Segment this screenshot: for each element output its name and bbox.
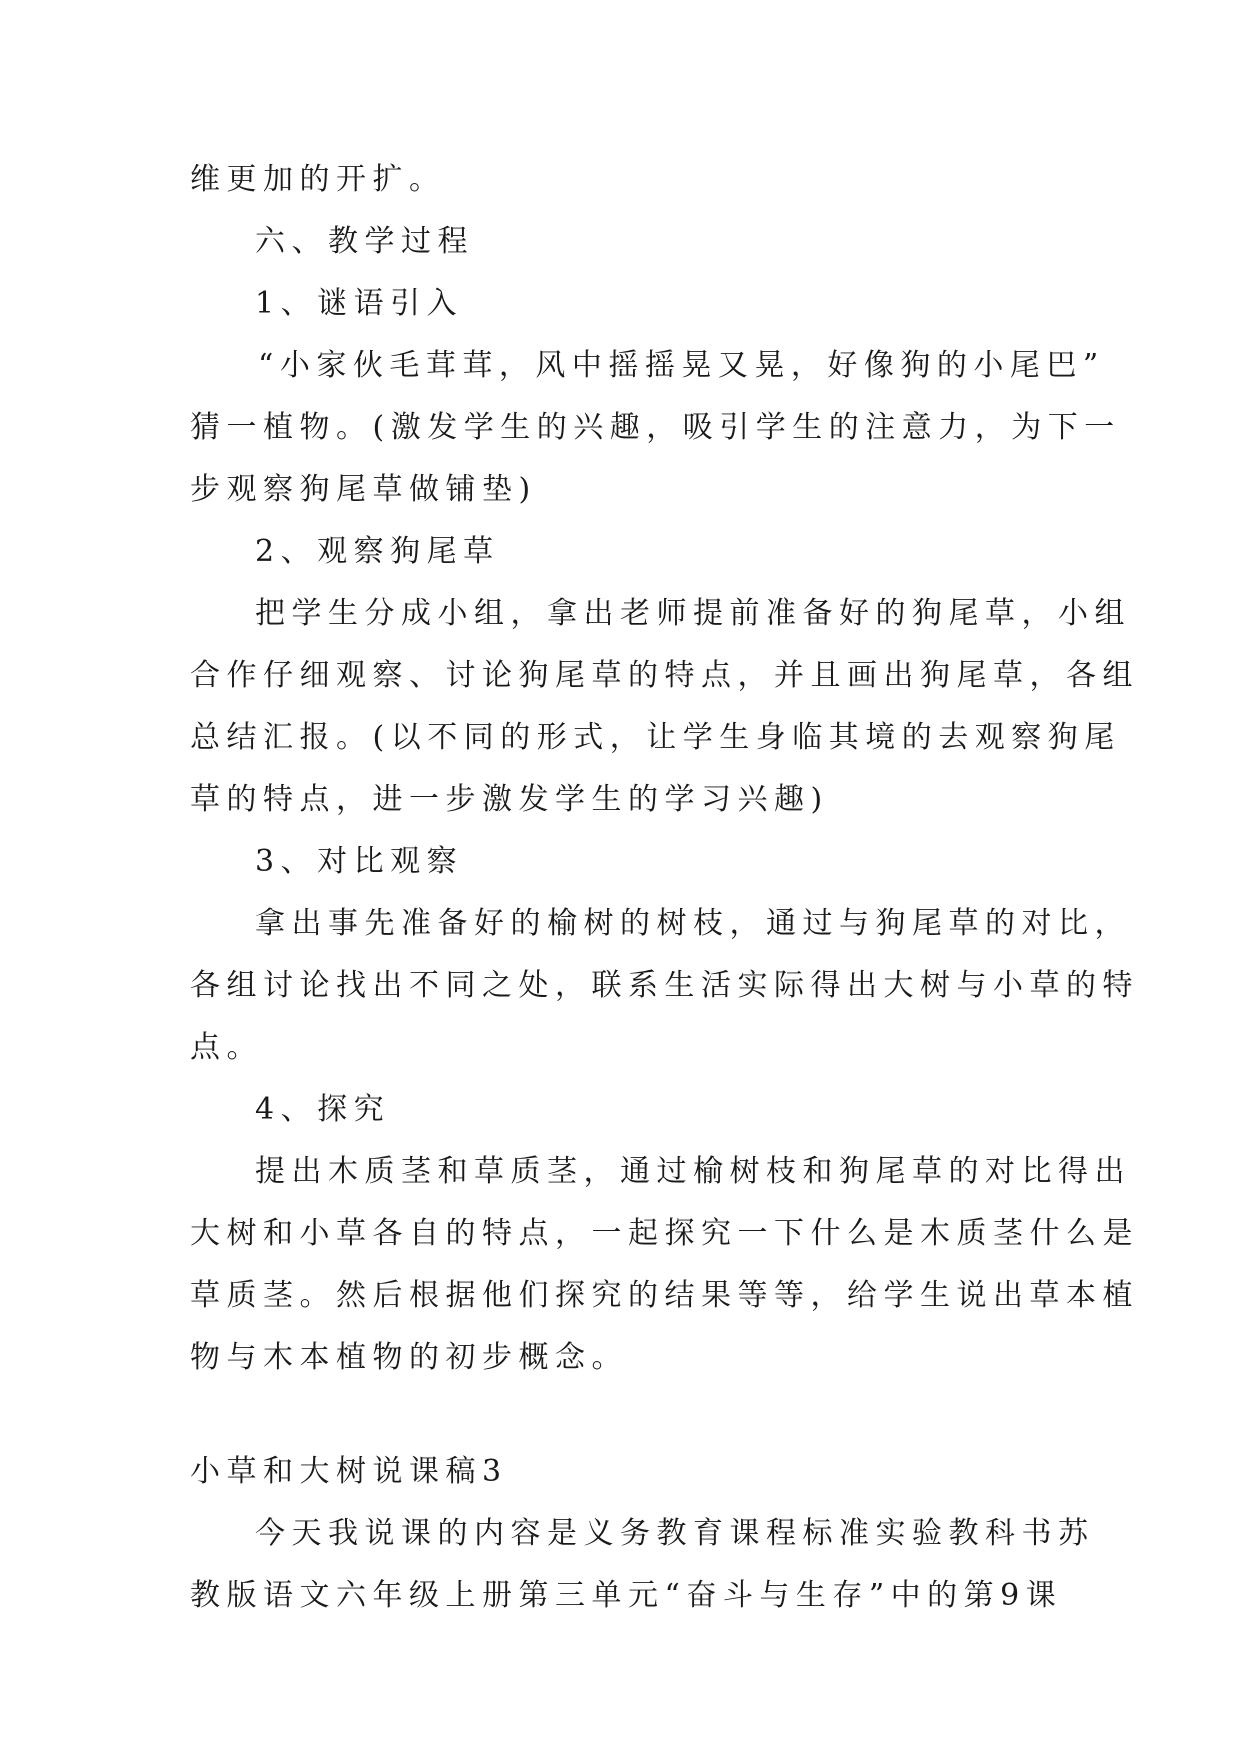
paragraph-line: 提出木质茎和草质茎，通过榆树枝和狗尾草的对比得出 xyxy=(255,1154,1131,1189)
subsection-heading: 4、探究 xyxy=(255,1092,391,1127)
paragraph-line: 教版语文六年级上册第三单元“奋斗与生存”中的第9课 xyxy=(190,1578,1063,1613)
paragraph-line: 草质茎。然后根据他们探究的结果等等，给学生说出草本植 xyxy=(190,1278,1139,1313)
paragraph-line: “小家伙毛茸茸，风中摇摇晃又晃，好像狗的小尾巴” xyxy=(258,348,1105,383)
paragraph-line: 合作仔细观察、讨论狗尾草的特点，并且画出狗尾草，各组 xyxy=(190,658,1139,693)
paragraph-line: 物与木本植物的初步概念。 xyxy=(190,1340,628,1375)
paragraph-line: 猜一植物。(激发学生的兴趣，吸引学生的注意力，为下一 xyxy=(190,410,1121,445)
paragraph-line: 各组讨论找出不同之处，联系生活实际得出大树与小草的特 xyxy=(190,968,1139,1003)
subsection-heading: 1、谜语引入 xyxy=(255,286,464,321)
paragraph-line: 步观察狗尾草做铺垫) xyxy=(190,472,537,507)
subsection-heading: 2、观察狗尾草 xyxy=(255,534,500,569)
paragraph-line: 草的特点，进一步激发学生的学习兴趣) xyxy=(190,782,829,817)
paragraph-line: 点。 xyxy=(190,1030,263,1065)
paragraph-line: 今天我说课的内容是义务教育课程标准实验教科书苏 xyxy=(255,1516,1095,1551)
document-title: 小草和大树说课稿3 xyxy=(190,1454,508,1489)
paragraph-line: 拿出事先准备好的榆树的树枝，通过与狗尾草的对比， xyxy=(255,906,1131,941)
section-heading: 六、教学过程 xyxy=(255,224,474,259)
subsection-heading: 3、对比观察 xyxy=(255,844,464,879)
paragraph-line: 维更加的开扩。 xyxy=(190,162,446,197)
paragraph-line: 大树和小草各自的特点，一起探究一下什么是木质茎什么是 xyxy=(190,1216,1139,1251)
paragraph-line: 总结汇报。(以不同的形式，让学生身临其境的去观察狗尾 xyxy=(190,720,1121,755)
paragraph-line: 把学生分成小组，拿出老师提前准备好的狗尾草，小组 xyxy=(255,596,1131,631)
